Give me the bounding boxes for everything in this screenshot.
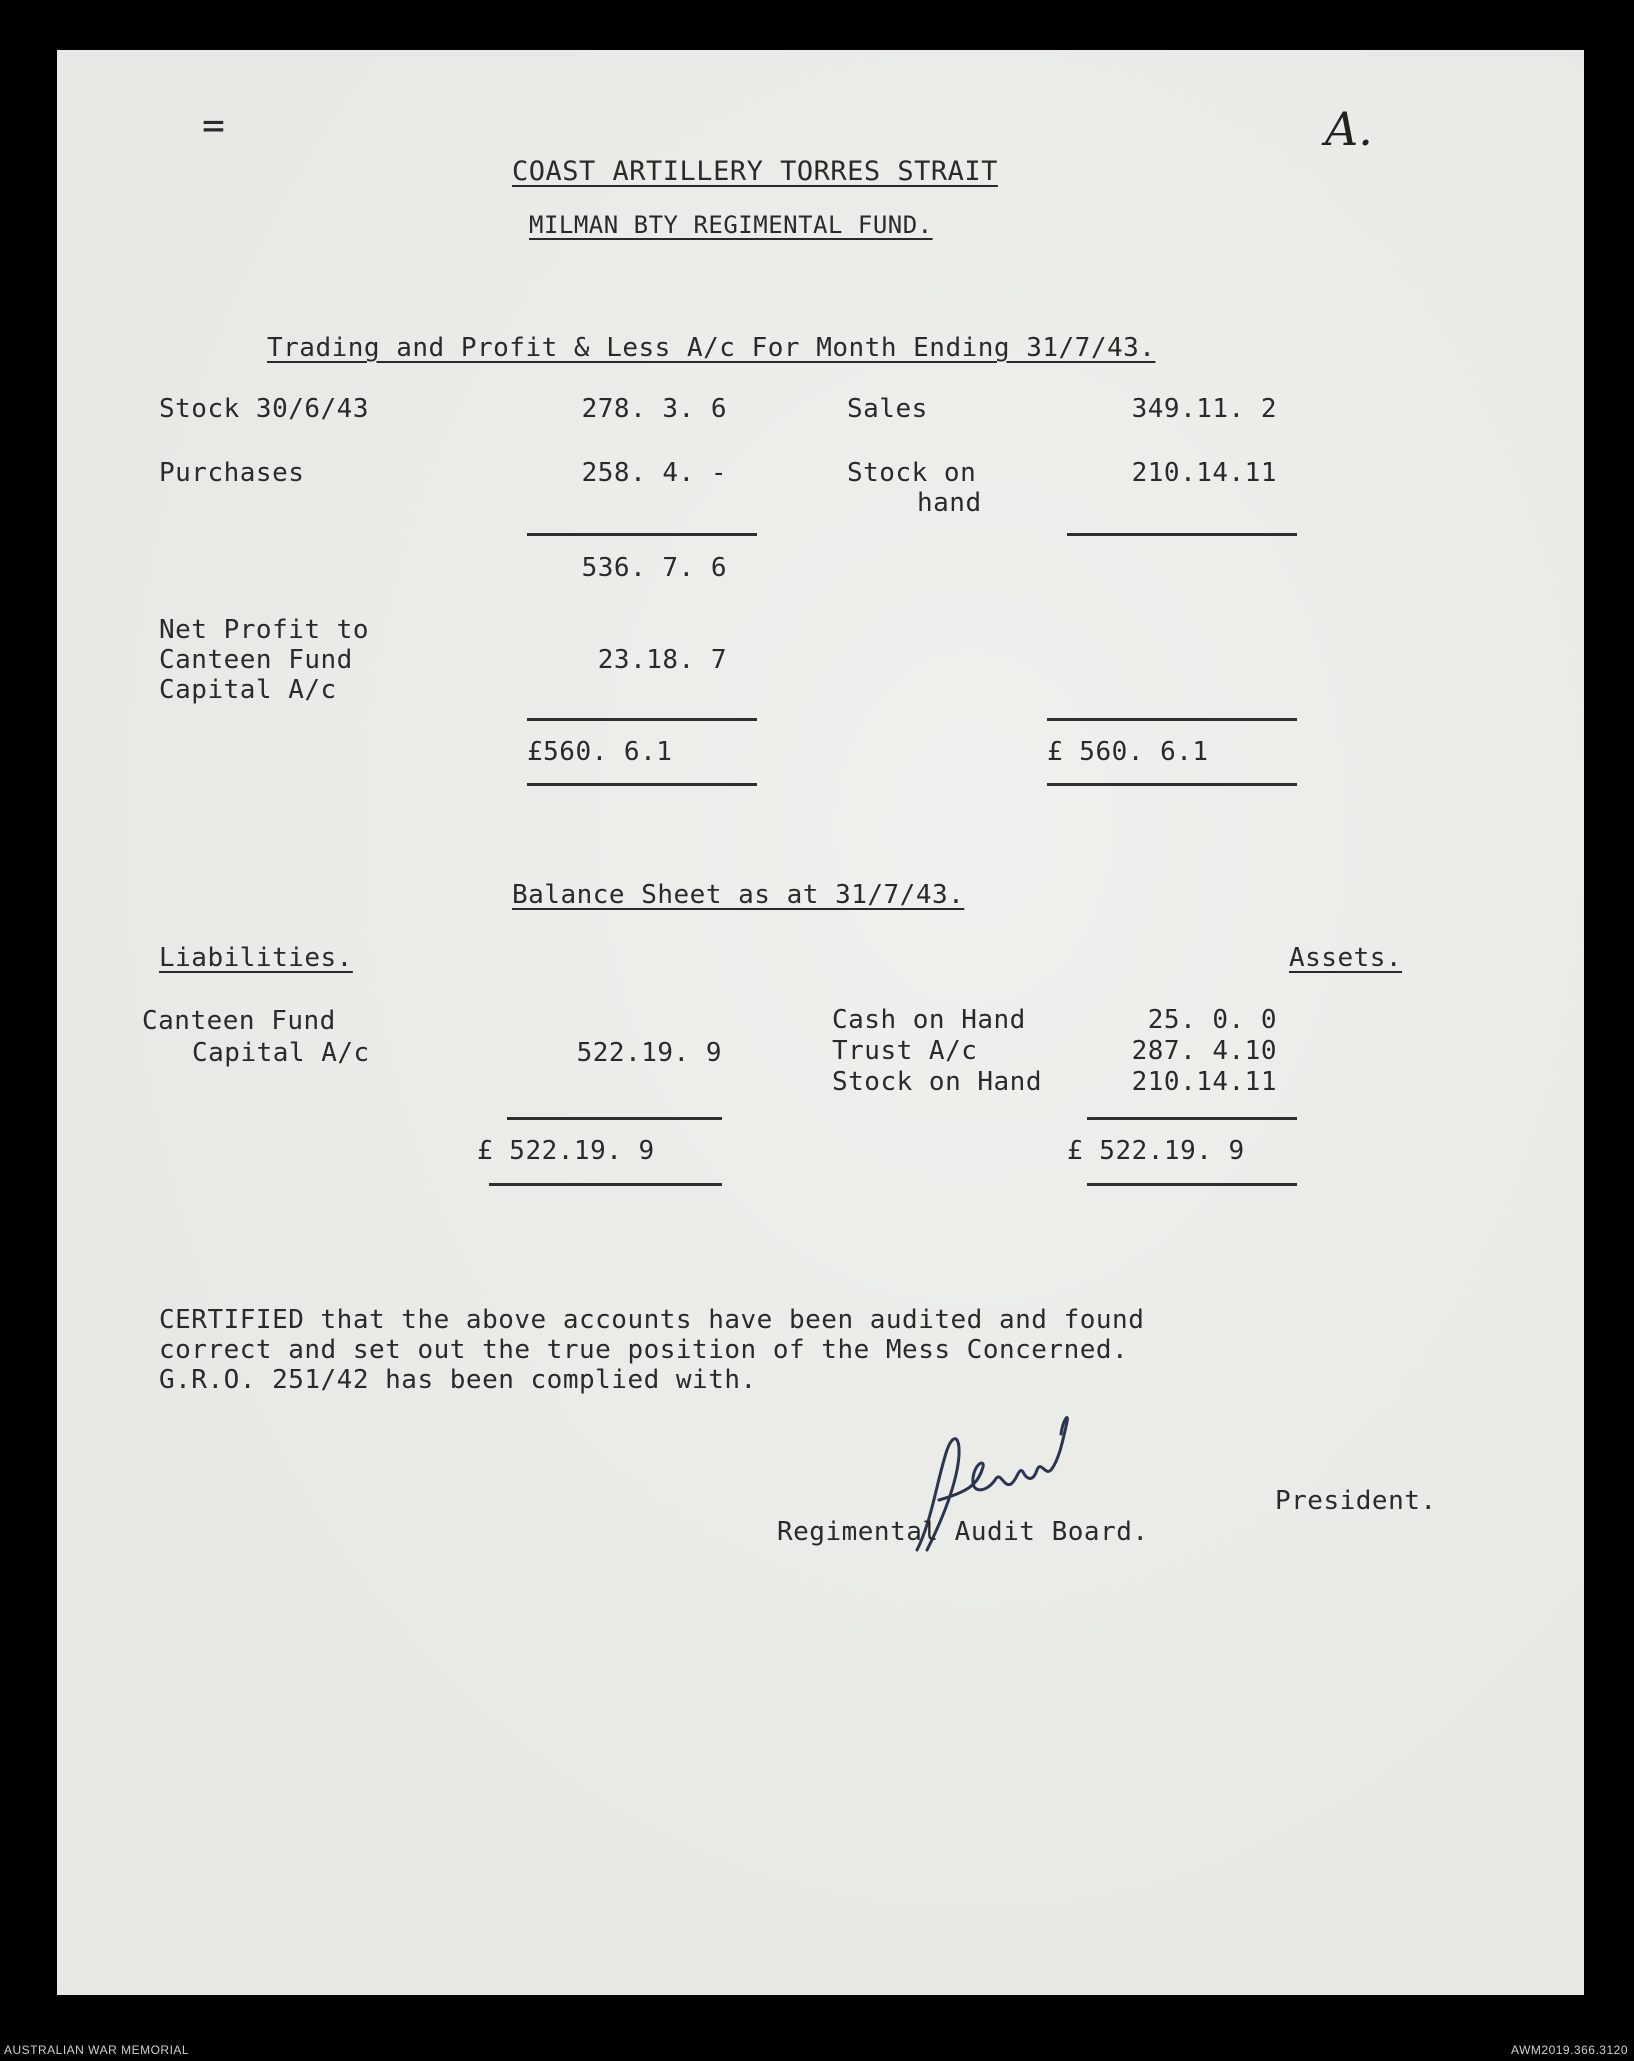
asset-amount-2: 287. 4.10 [1131, 1036, 1277, 1066]
trading-left-total-rule-bottom [527, 783, 757, 786]
trading-right-amount-2: 210.14.11 [1131, 458, 1277, 488]
balance-left-total-rule-bottom [489, 1183, 722, 1186]
president-label: President. [1275, 1486, 1437, 1516]
asset-label-1: Cash on Hand [832, 1005, 1026, 1035]
document-page [57, 50, 1584, 1995]
certification-line-2: correct and set out the true position of the Mess Concerned. [159, 1335, 1129, 1365]
trading-right-label-1: Sales [847, 394, 928, 424]
trading-left-subtotal-rule [527, 533, 757, 536]
balance-left-total: £ 522.19. 9 [477, 1136, 655, 1166]
net-profit-label-2: Canteen Fund [159, 645, 353, 675]
corner-mark-left: = [202, 103, 226, 147]
balance-right-total-rule-top [1087, 1117, 1297, 1120]
net-profit-label-3: Capital A/c [159, 675, 337, 705]
corner-mark-right: A. [1325, 102, 1373, 156]
trading-right-total: £ 560. 6.1 [1047, 737, 1209, 767]
assets-heading: Assets. [1289, 943, 1403, 973]
trading-left-amount-1: 278. 3. 6 [581, 394, 727, 424]
certification-line-3: G.R.O. 251/42 has been complied with. [159, 1365, 757, 1395]
trading-title: Trading and Profit & Less A/c For Month Ending 31/7/43. [267, 333, 1156, 363]
trading-left-total: £560. 6.1 [527, 737, 673, 767]
liability-amount: 522.19. 9 [576, 1038, 722, 1068]
trading-right-subtotal-rule [1067, 533, 1297, 536]
trading-left-label-2: Purchases [159, 458, 305, 488]
certification-line-1: CERTIFIED that the above accounts have been audited and found [159, 1305, 1145, 1335]
trading-right-label-2a: Stock on [847, 458, 977, 488]
trading-right-amount-1: 349.11. 2 [1131, 394, 1277, 424]
net-profit-label-1: Net Profit to [159, 615, 369, 645]
document-subtitle: MILMAN BTY REGIMENTAL FUND. [529, 211, 933, 239]
trading-left-amount-2: 258. 4. - [581, 458, 727, 488]
liabilities-heading: Liabilities. [159, 943, 353, 973]
trading-right-total-rule-top [1047, 718, 1297, 721]
asset-label-3: Stock on Hand [832, 1067, 1042, 1097]
balance-right-total: £ 522.19. 9 [1067, 1136, 1245, 1166]
asset-amount-3: 210.14.11 [1131, 1067, 1277, 1097]
asset-label-2: Trust A/c [832, 1036, 978, 1066]
trading-subtotal: 536. 7. 6 [581, 553, 727, 583]
trading-left-label-1: Stock 30/6/43 [159, 394, 369, 424]
liability-label-2: Capital A/c [192, 1038, 370, 1068]
liability-label-1: Canteen Fund [142, 1006, 336, 1036]
trading-right-label-2b: hand [917, 488, 982, 518]
net-profit-amount: 23.18. 7 [597, 645, 727, 675]
balance-left-total-rule-top [507, 1117, 722, 1120]
footer-right: AWM2019.366.3120 [1511, 2043, 1628, 2057]
document-title: COAST ARTILLERY TORRES STRAIT [512, 156, 998, 187]
balance-title: Balance Sheet as at 31/7/43. [512, 880, 965, 910]
trading-right-total-rule-bottom [1047, 783, 1297, 786]
trading-left-total-rule-top [527, 718, 757, 721]
balance-right-total-rule-bottom [1087, 1183, 1297, 1186]
asset-amount-1: 25. 0. 0 [1147, 1005, 1277, 1035]
footer-left: AUSTRALIAN WAR MEMORIAL [4, 2043, 190, 2057]
audit-board-label: Regimental Audit Board. [777, 1517, 1149, 1547]
